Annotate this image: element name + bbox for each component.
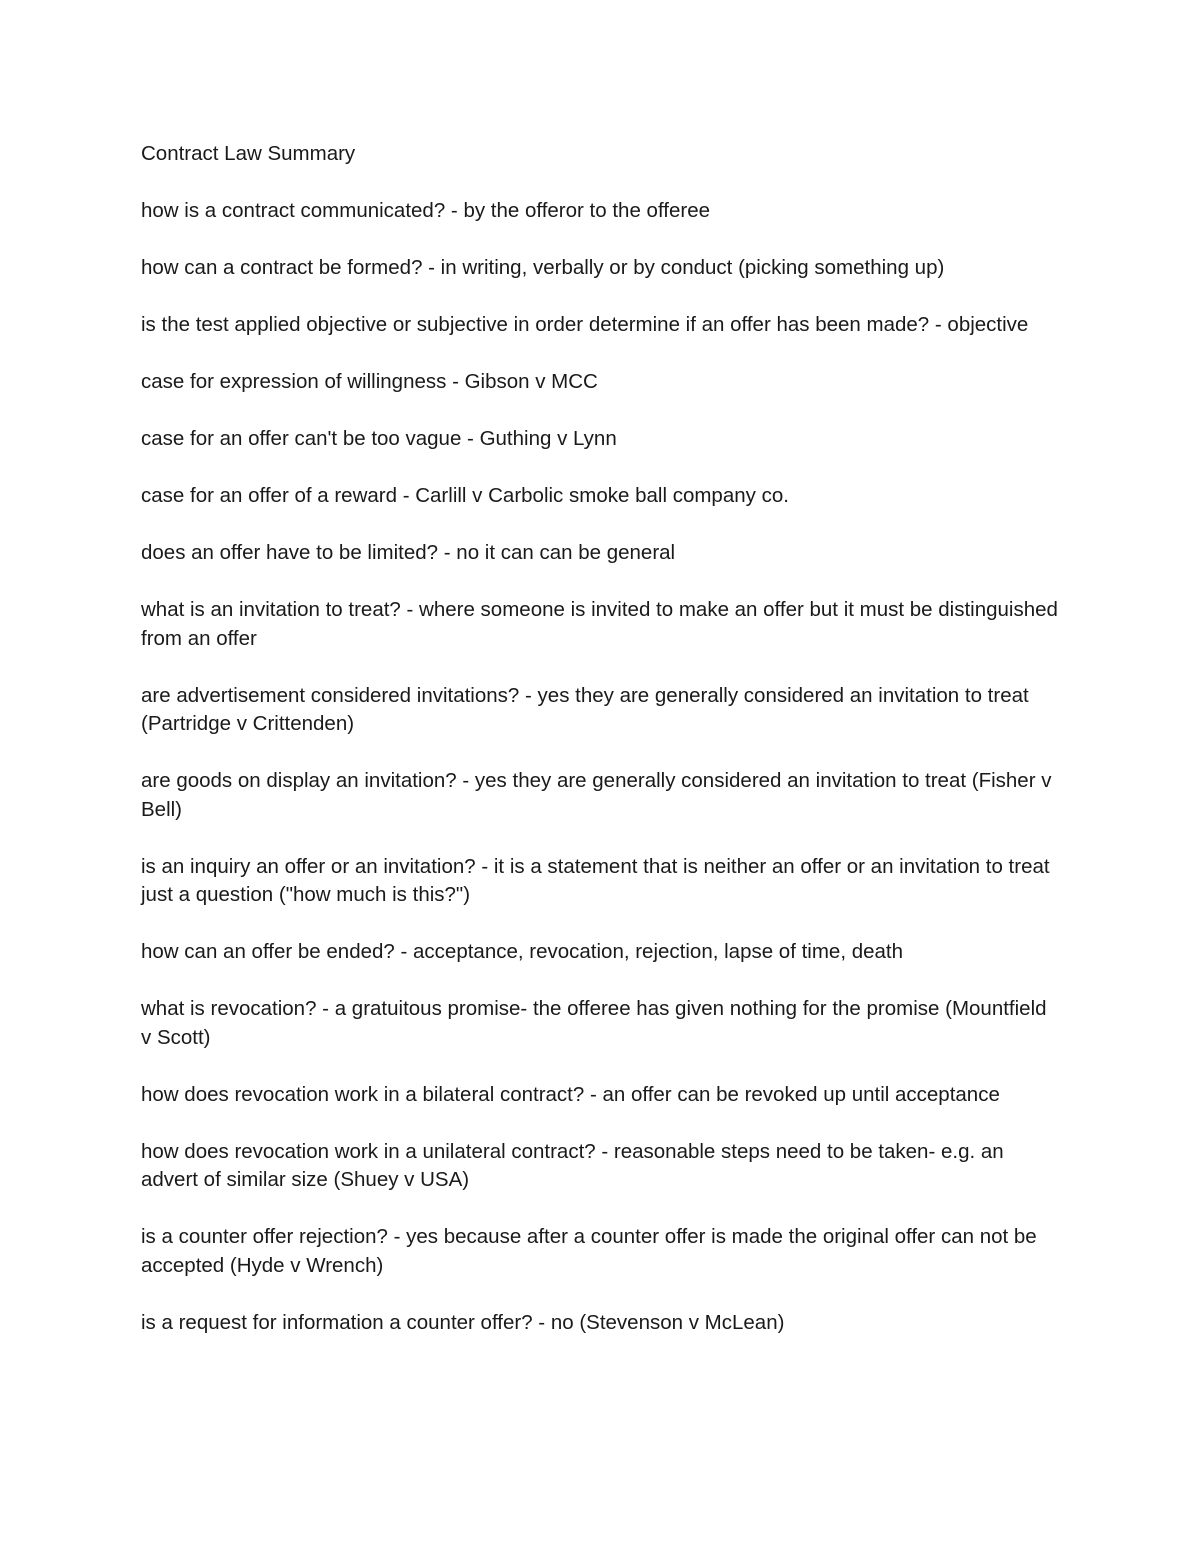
qa-entry: what is an invitation to treat? - where someone is invited to make an offer but it must be distinguished from an offer [141, 598, 1058, 650]
qa-entry: how can a contract be formed? - in writing, verbally or by conduct (picking something up) [141, 256, 945, 279]
qa-entry: does an offer have to be limited? - no it can can be general [141, 541, 676, 564]
qa-entry: are advertisement considered invitations? - yes they are generally considered an invitation to treat (Partridge v Crittenden) [141, 683, 1029, 735]
qa-entry: is the test applied objective or subjective in order determine if an offer has been made? - objective [141, 313, 1029, 336]
qa-entry: case for an offer can't be too vague - Guthing v Lynn [141, 427, 617, 450]
page-title: Contract Law Summary [141, 142, 356, 165]
qa-entry: how does revocation work in a unilateral contract? - reasonable steps need to be taken- e.g. an advert of similar size (Shuey v USA) [141, 1139, 1004, 1191]
qa-entry: is a counter offer rejection? - yes because after a counter offer is made the original offer can not be accepted (Hyde v Wrench) [141, 1225, 1037, 1277]
qa-entry: what is revocation? - a gratuitous promise- the offeree has given nothing for the promise (Mountfield v Scott) [141, 997, 1047, 1049]
document-body [141, 140, 1061, 1366]
qa-entry: case for expression of willingness - Gibson v MCC [141, 370, 598, 393]
qa-entry: are goods on display an invitation? - yes they are generally considered an invitation to treat (Fisher v Bell) [141, 769, 1052, 821]
qa-entry: is an inquiry an offer or an invitation? - it is a statement that is neither an offer or an invitation to treat just a question ("how much is this?") [141, 854, 1050, 906]
qa-entry: case for an offer of a reward - Carlill v Carbolic smoke ball company co. [141, 484, 789, 507]
qa-entry: how does revocation work in a bilateral contract? - an offer can be revoked up until acceptance [141, 1082, 1000, 1106]
qa-entry: how can an offer be ended? - acceptance, revocation, rejection, lapse of time, death [141, 940, 904, 963]
qa-entry: how is a contract communicated? - by the offeror to the offeree [141, 199, 710, 222]
qa-entry: is a request for information a counter offer? - no (Stevenson v McLean) [141, 1310, 785, 1334]
